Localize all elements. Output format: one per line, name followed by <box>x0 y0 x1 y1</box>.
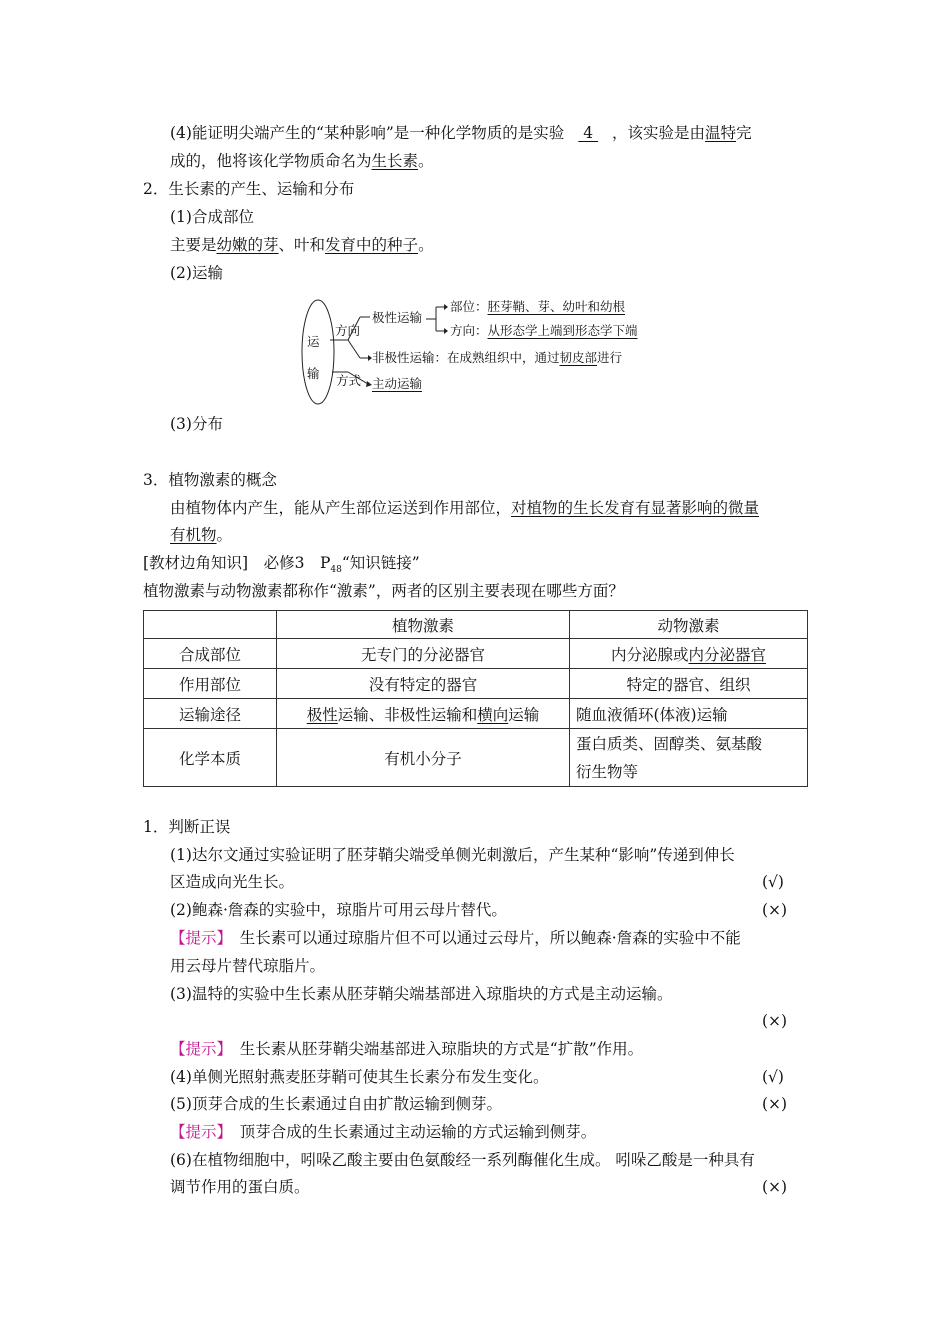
transport-diagram <box>300 292 660 412</box>
text: 进行 <box>597 350 623 365</box>
answer: 胚芽鞘、芽、幼叶和幼根 <box>487 299 626 314</box>
table-cell: 随血液循环(体液)运输 <box>570 699 808 729</box>
section-2-p2: (2)运输 <box>170 264 223 282</box>
hint-2-line2: 用云母片替代琼脂片。 <box>170 957 326 975</box>
text: 、叶和 <box>278 236 326 254</box>
judge-title: 1．判断正误 <box>143 818 231 836</box>
section-3-line1 <box>170 498 759 518</box>
table-row <box>144 639 808 669</box>
answer: 主动运输 <box>372 376 423 391</box>
table-cell: 无专门的分泌器官 <box>277 639 570 669</box>
page-subscript: 48 <box>330 565 342 576</box>
judge-mark-6: (×) <box>762 1178 788 1196</box>
judge-mark-4: (√) <box>762 1068 784 1086</box>
text: 成的，他将该化学物质命名为 <box>170 152 372 170</box>
hint-2-line1 <box>170 928 741 948</box>
table-cell: 特定的器官、组织 <box>570 669 808 699</box>
table-cell: 化学本质 <box>144 729 277 787</box>
diagram-method: 方式 <box>336 373 362 388</box>
hint-label: 【提示】 <box>170 1123 225 1141</box>
judge-mark-1: (√) <box>762 873 784 891</box>
answer: 幼嫩的芽 <box>216 236 279 254</box>
diagram-dir <box>450 324 638 338</box>
hint-3 <box>170 1039 643 1059</box>
hint-label: 【提示】 <box>170 929 225 947</box>
judge-q4: (4)单侧光照射燕麦胚芽鞘可使其生长素分布发生变化。 <box>170 1068 549 1086</box>
text: 衍生物等 <box>576 762 639 781</box>
answer-term: 生长素 <box>371 152 419 170</box>
text: 内分泌腺或 <box>610 645 689 664</box>
section-2-p3: (3)分布 <box>170 415 223 433</box>
judge-q2: (2)鲍森·詹森的实验中，琼脂片可用云母片替代。 <box>170 901 507 919</box>
text: 。 <box>216 526 233 544</box>
table-header-row <box>144 611 808 639</box>
judge-q1-line1: (1)达尔文通过实验证明了胚芽鞘尖端受单侧光刺激后，产生某种“影响”传递到伸长 <box>170 846 735 864</box>
text: 方向： <box>450 323 488 338</box>
answer-blank: 4 <box>578 124 599 142</box>
answer: 对植物的生长发育有显著影响的微量 <box>511 499 760 517</box>
text: 由植物体内产生，能从产生部位运送到作用部位， <box>170 499 512 517</box>
corner-title <box>143 553 420 580</box>
text: 主要是 <box>170 236 217 254</box>
section-2-p1-text <box>170 235 434 255</box>
text: 生长素可以通过琼脂片但不可以通过云母片，所以鲍森·詹森的实验中不能 <box>224 929 741 947</box>
answer: 有机物 <box>170 526 217 544</box>
diagram-polar: 极性运输 <box>372 310 423 325</box>
table-row <box>144 729 808 787</box>
judge-mark-3: (×) <box>762 1012 788 1030</box>
section-2-p1: (1)合成部位 <box>170 208 254 226</box>
table-cell: 作用部位 <box>144 669 277 699</box>
answer: 内分泌器官 <box>688 645 767 664</box>
diagram-site <box>450 300 625 314</box>
text: [教材边角知识] 必修3 P <box>143 554 331 572</box>
judge-mark-2: (×) <box>762 901 788 919</box>
text: 顶芽合成的生长素通过主动运输的方式运输到侧芽。 <box>224 1123 597 1141</box>
table-cell: 有机小分子 <box>277 729 570 787</box>
answer: 发育中的种子 <box>325 236 419 254</box>
answer: 韧皮部 <box>559 350 598 365</box>
table-header-cell <box>144 611 277 639</box>
diagram-center-2: 输 <box>307 366 320 381</box>
table-cell: 运输途径 <box>144 699 277 729</box>
text: 生长素从胚芽鞘尖端基部进入琼脂块的方式是“扩散”作用。 <box>224 1040 644 1058</box>
diagram-direction: 方向 <box>335 323 361 338</box>
table-header-cell: 动物激素 <box>570 611 808 639</box>
text: 非极性运输：在成熟组织中，通过 <box>372 350 560 365</box>
table-cell <box>570 639 808 669</box>
table-row <box>144 669 808 699</box>
table-cell: 没有特定的器官 <box>277 669 570 699</box>
text: 运输、非极性运输和 <box>337 705 478 724</box>
text: 运输 <box>508 705 540 724</box>
answer: 极性 <box>306 705 338 724</box>
text: 。 <box>418 152 434 170</box>
answer-person: 温特 <box>705 124 737 142</box>
table-cell <box>277 699 570 729</box>
text: 蛋白质类、固醇类、氨基酸 <box>576 734 763 753</box>
table-cell: 合成部位 <box>144 639 277 669</box>
judge-q3: (3)温特的实验中生长素从胚芽鞘尖端基部进入琼脂块的方式是主动运输。 <box>170 985 673 1003</box>
text: 完 <box>736 124 752 142</box>
judge-q6-line1: (6)在植物细胞中，吲哚乙酸主要由色氨酸经一系列酶催化生成。 吲哚乙酸是一种具有 <box>170 1151 755 1169</box>
intro-q4-line2 <box>170 151 434 171</box>
text: “知识链接” <box>341 554 420 572</box>
corner-question: 植物激素与动物激素都称作“激素”，两者的区别主要表现在哪些方面？ <box>143 582 624 600</box>
answer: 横向 <box>477 705 509 724</box>
hormone-comparison-table <box>143 610 808 787</box>
text: 。 <box>418 236 434 254</box>
hint-label: 【提示】 <box>170 1040 225 1058</box>
section-3-line2 <box>170 525 232 545</box>
judge-mark-5: (×) <box>762 1095 788 1113</box>
table-header-cell: 植物激素 <box>277 611 570 639</box>
table-row <box>144 699 808 729</box>
section-3-title: 3．植物激素的概念 <box>143 471 277 489</box>
judge-q6-line2: 调节作用的蛋白质。 <box>170 1178 310 1196</box>
text: 部位： <box>450 299 488 314</box>
judge-q5: (5)顶芽合成的生长素通过自由扩散运输到侧芽。 <box>170 1095 502 1113</box>
hint-5 <box>170 1122 596 1142</box>
section-2-title: 2．生长素的产生、运输和分布 <box>143 180 355 198</box>
text: (4)能证明尖端产生的“某种影响”是一种化学物质的是实验 <box>170 124 565 142</box>
text: ，该实验是由 <box>612 124 706 142</box>
diagram-center-1: 运 <box>307 334 320 349</box>
judge-q1-line2: 区造成向光生长。 <box>170 873 295 891</box>
diagram-active <box>372 377 422 391</box>
table-cell <box>570 729 808 787</box>
intro-q4-line1 <box>170 123 752 143</box>
answer: 从形态学上端到形态学下端 <box>487 323 638 338</box>
diagram-nonpolar <box>372 351 622 365</box>
